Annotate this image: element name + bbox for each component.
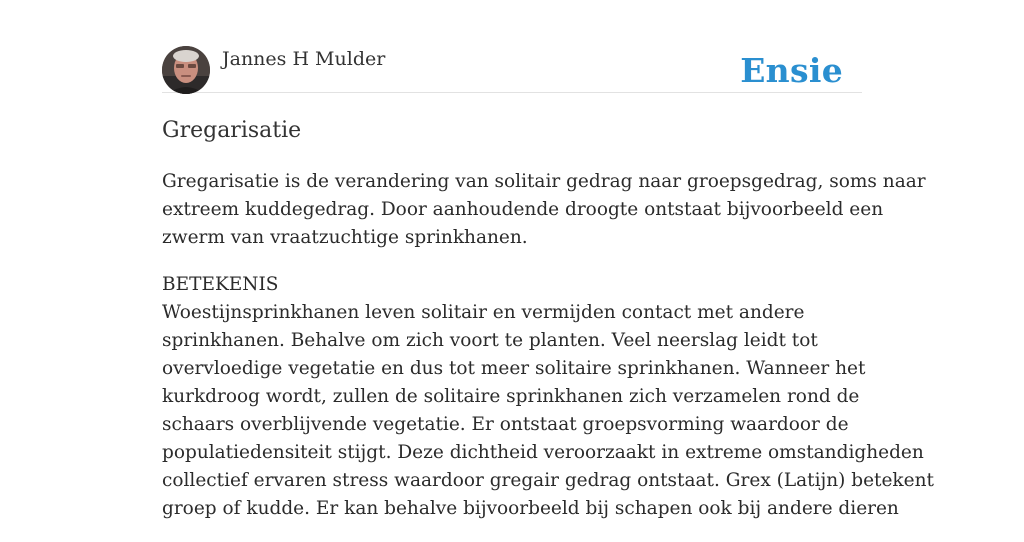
author-avatar[interactable] [162, 46, 210, 94]
article-header [162, 44, 862, 93]
intro-line: Gregarisatie is de verandering van solitair gedrag naar groepsgedrag, soms naar [162, 171, 926, 192]
section-line: overvloedige vegetatie en dus tot meer solitaire sprinkhanen. Wanneer het [162, 358, 866, 379]
intro-line: zwerm van vraatzuchtige sprinkhanen. [162, 227, 528, 248]
section-line: groep of kudde. Er kan behalve bijvoorbeeld bij schapen ook bij andere dieren [162, 498, 899, 519]
brand-logo[interactable]: Ensie [740, 51, 843, 90]
article-card [162, 0, 934, 519]
section-line: sprinkhanen. Behalve om zich voort te planten. Veel neerslag leidt tot [162, 330, 818, 351]
article-body [162, 168, 934, 542]
section-line: Woestijnsprinkhanen leven solitair en vermijden contact met andere [162, 302, 805, 323]
section-line: kurkdroog wordt, zullen de solitaire sprinkhanen zich verzamelen rond de [162, 386, 860, 407]
section-line: populatiedensiteit stijgt. Deze dichtheid veroorzaakt in extreme omstandigheden [162, 442, 924, 463]
intro-paragraph [162, 168, 926, 252]
author-name[interactable]: Jannes H Mulder [222, 48, 386, 70]
section-line: schaars overblijvende vegetatie. Er ontstaat groepsvorming waardoor de [162, 414, 849, 435]
article-title: Gregarisatie [162, 118, 302, 143]
section-line: collectief ervaren stress waardoor gregair gedrag ontstaat. Grex (Latijn) betekent [162, 470, 934, 491]
user-portrait-icon [162, 46, 210, 94]
section-heading: BETEKENIS [162, 274, 279, 295]
section-paragraph [162, 271, 934, 523]
intro-line: extreem kuddegedrag. Door aanhoudende droogte ontstaat bijvoorbeeld een [162, 199, 884, 220]
